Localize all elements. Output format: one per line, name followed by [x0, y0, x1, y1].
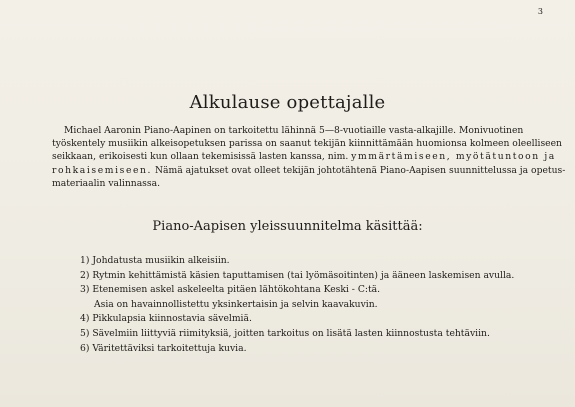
list-item: 2) Rytmin kehittämistä käsien taputtamisen (tai lyömäsoitinten) ja ääneen laskemisen avulla.: [80, 269, 515, 281]
intro-line-part: seikkaan, erikoisesti kun ollaan tekemisissä lasten kanssa, nim.: [52, 151, 349, 163]
intro-emphasis: ymmärtämiseen, myötätuntoon ja: [351, 151, 556, 163]
list-item: 3) Etenemisen askel askeleelta pitäen lähtökohtana Keski - C:tä.: [80, 284, 381, 296]
list-item: 6) Väritettäviksi tarkoitettuja kuvia.: [80, 342, 247, 354]
page-title: Alkulause opettajalle: [189, 92, 386, 113]
section-subtitle: Piano-Aapisen yleissuunnitelma käsittää:: [152, 219, 423, 234]
intro-line: [52, 150, 556, 163]
list-item: 4) Pikkulapsia kiinnostavia sävelmiä.: [80, 313, 252, 325]
list-item-continuation: Asia on havainnollistettu yksinkertaisin ja selvin kaavakuvin.: [94, 298, 378, 310]
intro-line: [52, 164, 566, 177]
plan-list: [80, 254, 560, 356]
intro-line: Michael Aaronin Piano-Aapinen on tarkoitettu lähinnä 5—8-vuotiaille vasta-alkajille. Monivuotinen: [64, 125, 524, 136]
intro-line: materiaalin valinnassa.: [52, 177, 161, 189]
list-item: 5) Sävelmiin liittyviä riimityksiä, joitten tarkoitus on lisätä lasten kiinnostusta tehtäviin.: [80, 327, 490, 339]
intro-paragraph: [52, 124, 566, 190]
intro-emphasis: rohkaisemiseen.: [52, 164, 153, 176]
list-item: 1) Johdatusta musiikin alkeisiin.: [80, 255, 230, 266]
intro-line: työskentely musiikin alkeisopetuksen parissa on saanut tekijän kiinnittämään huomionsa kolmeen oleelliseen: [52, 138, 562, 150]
page-number: 3: [537, 7, 543, 16]
intro-line-part: Nämä ajatukset ovat olleet tekijän johtotähtenä Piano-Aapisen suunnittelussa ja opetus-: [154, 164, 566, 176]
